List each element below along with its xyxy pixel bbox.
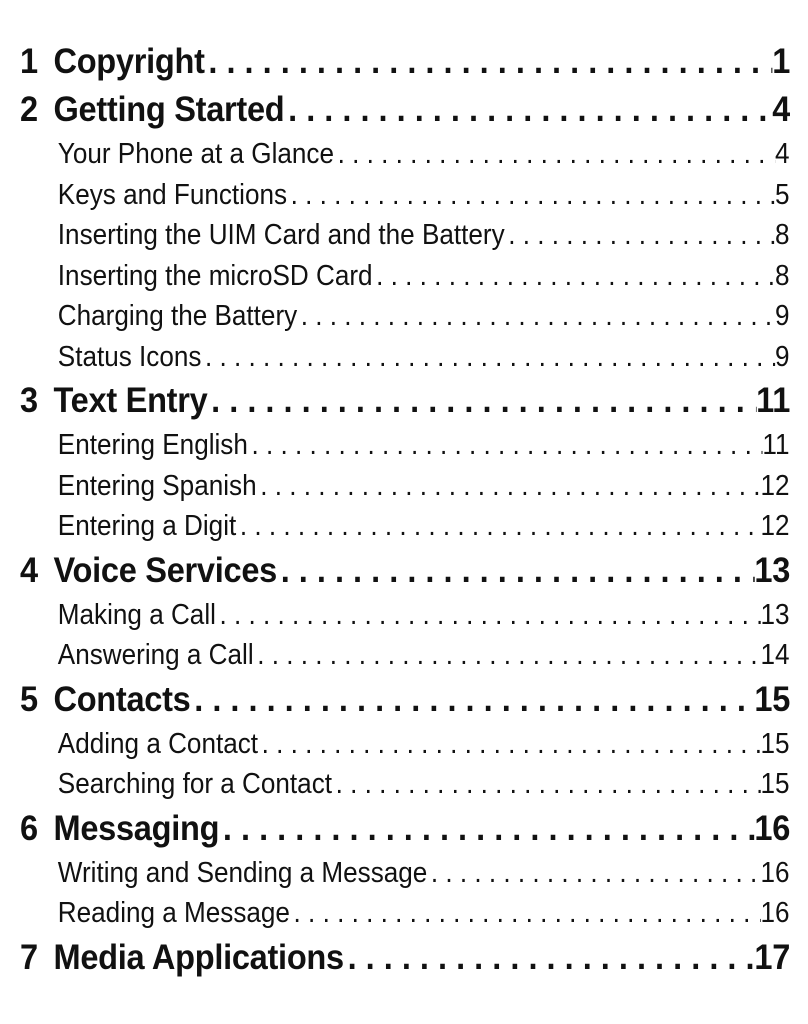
toc-chapter-contacts[interactable]	[20, 676, 790, 724]
section-page-number: 8	[774, 219, 790, 251]
toc-section-inserting-microsd-card[interactable]	[20, 256, 790, 297]
chapter-page-number: 15	[754, 679, 791, 719]
chapter-number: 6	[20, 808, 38, 848]
section-title: Writing and Sending a Message	[57, 856, 428, 889]
section-title: Inserting the microSD Card	[57, 259, 373, 292]
toc-section-inserting-uim-card[interactable]	[20, 215, 790, 256]
toc-section-keys-and-functions[interactable]	[20, 175, 790, 216]
dot-leader	[344, 934, 755, 982]
section-page-number: 12	[760, 510, 790, 542]
toc-section-searching-for-a-contact[interactable]	[20, 764, 790, 805]
toc-section-adding-a-contact[interactable]	[20, 724, 790, 765]
chapter-page-number: 1	[772, 42, 791, 81]
dot-leader	[248, 425, 763, 466]
toc-section-charging-the-battery[interactable]	[20, 296, 790, 337]
chapter-page-number: 13	[754, 550, 791, 590]
dot-leader	[297, 296, 775, 337]
dot-leader	[332, 764, 760, 805]
chapter-title: Voice Services	[53, 550, 277, 590]
dot-leader	[191, 676, 755, 724]
dot-leader	[284, 86, 772, 134]
toc-section-entering-english[interactable]	[20, 425, 790, 466]
section-page-number: 8	[774, 259, 790, 292]
toc-section-entering-a-digit[interactable]	[20, 506, 790, 547]
chapter-title: Getting Started	[53, 90, 285, 129]
chapter-title: Media Applications	[53, 937, 344, 977]
dot-leader	[257, 466, 761, 507]
dot-leader	[373, 256, 775, 297]
section-page-number: 9	[774, 340, 790, 373]
section-title: Charging the Battery	[57, 300, 298, 332]
section-page-number: 12	[760, 469, 790, 502]
dot-leader	[287, 175, 775, 216]
dot-leader	[219, 805, 754, 853]
section-title: Adding a Contact	[57, 727, 259, 760]
section-title: Searching for a Contact	[57, 768, 333, 800]
toc-chapter-copyright[interactable]	[20, 38, 790, 86]
chapter-number: 1	[20, 42, 38, 81]
dot-leader	[505, 215, 775, 256]
toc-section-status-icons[interactable]	[20, 337, 790, 378]
chapter-page-number: 16	[754, 808, 791, 848]
table-of-contents	[20, 38, 790, 982]
chapter-number: 7	[20, 937, 38, 977]
chapter-number: 4	[20, 550, 38, 590]
toc-section-your-phone-at-a-glance[interactable]	[20, 134, 790, 175]
section-title: Entering Spanish	[57, 469, 257, 502]
section-page-number: 4	[774, 138, 790, 170]
chapter-page-number: 11	[756, 381, 791, 420]
section-title: Status Icons	[57, 340, 202, 373]
dot-leader	[427, 853, 760, 894]
section-page-number: 16	[760, 897, 790, 929]
section-title: Entering English	[57, 429, 248, 461]
section-page-number: 5	[774, 178, 790, 211]
dot-leader	[201, 337, 775, 378]
toc-chapter-getting-started[interactable]	[20, 86, 790, 134]
dot-leader	[334, 134, 775, 175]
section-page-number: 13	[760, 598, 790, 631]
dot-leader	[236, 506, 760, 547]
section-title: Keys and Functions	[57, 178, 288, 211]
toc-section-writing-and-sending[interactable]	[20, 853, 790, 894]
section-page-number: 15	[760, 768, 790, 800]
toc-section-entering-spanish[interactable]	[20, 466, 790, 507]
chapter-number: 5	[20, 679, 38, 719]
toc-chapter-messaging[interactable]	[20, 805, 790, 853]
chapter-title: Contacts	[53, 679, 191, 719]
dot-leader	[290, 893, 761, 934]
toc-section-answering-a-call[interactable]	[20, 635, 790, 676]
chapter-number: 2	[20, 90, 38, 129]
section-title: Making a Call	[57, 598, 216, 631]
section-title: Inserting the UIM Card and the Battery	[57, 219, 505, 251]
section-page-number: 15	[760, 727, 790, 760]
dot-leader	[207, 377, 756, 425]
section-title: Entering a Digit	[57, 510, 237, 542]
section-page-number: 16	[760, 856, 790, 889]
toc-section-making-a-call[interactable]	[20, 595, 790, 636]
chapter-page-number: 4	[772, 90, 791, 129]
toc-chapter-voice-services[interactable]	[20, 547, 790, 595]
section-page-number: 11	[762, 429, 790, 461]
chapter-title: Copyright	[53, 42, 205, 81]
toc-chapter-text-entry[interactable]	[20, 377, 790, 425]
chapter-page-number: 17	[754, 937, 791, 977]
dot-leader	[216, 595, 761, 636]
chapter-number: 3	[20, 381, 38, 420]
section-page-number: 14	[760, 639, 790, 671]
toc-chapter-media-applications[interactable]	[20, 934, 790, 982]
section-title: Reading a Message	[57, 897, 290, 929]
dot-leader	[254, 635, 761, 676]
chapter-title: Text Entry	[53, 381, 208, 420]
section-page-number: 9	[774, 300, 790, 332]
dot-leader	[277, 547, 754, 595]
section-title: Answering a Call	[57, 639, 254, 671]
dot-leader	[205, 38, 773, 86]
toc-section-reading-a-message[interactable]	[20, 893, 790, 934]
section-title: Your Phone at a Glance	[57, 138, 335, 170]
chapter-title: Messaging	[53, 808, 220, 848]
dot-leader	[258, 724, 760, 765]
